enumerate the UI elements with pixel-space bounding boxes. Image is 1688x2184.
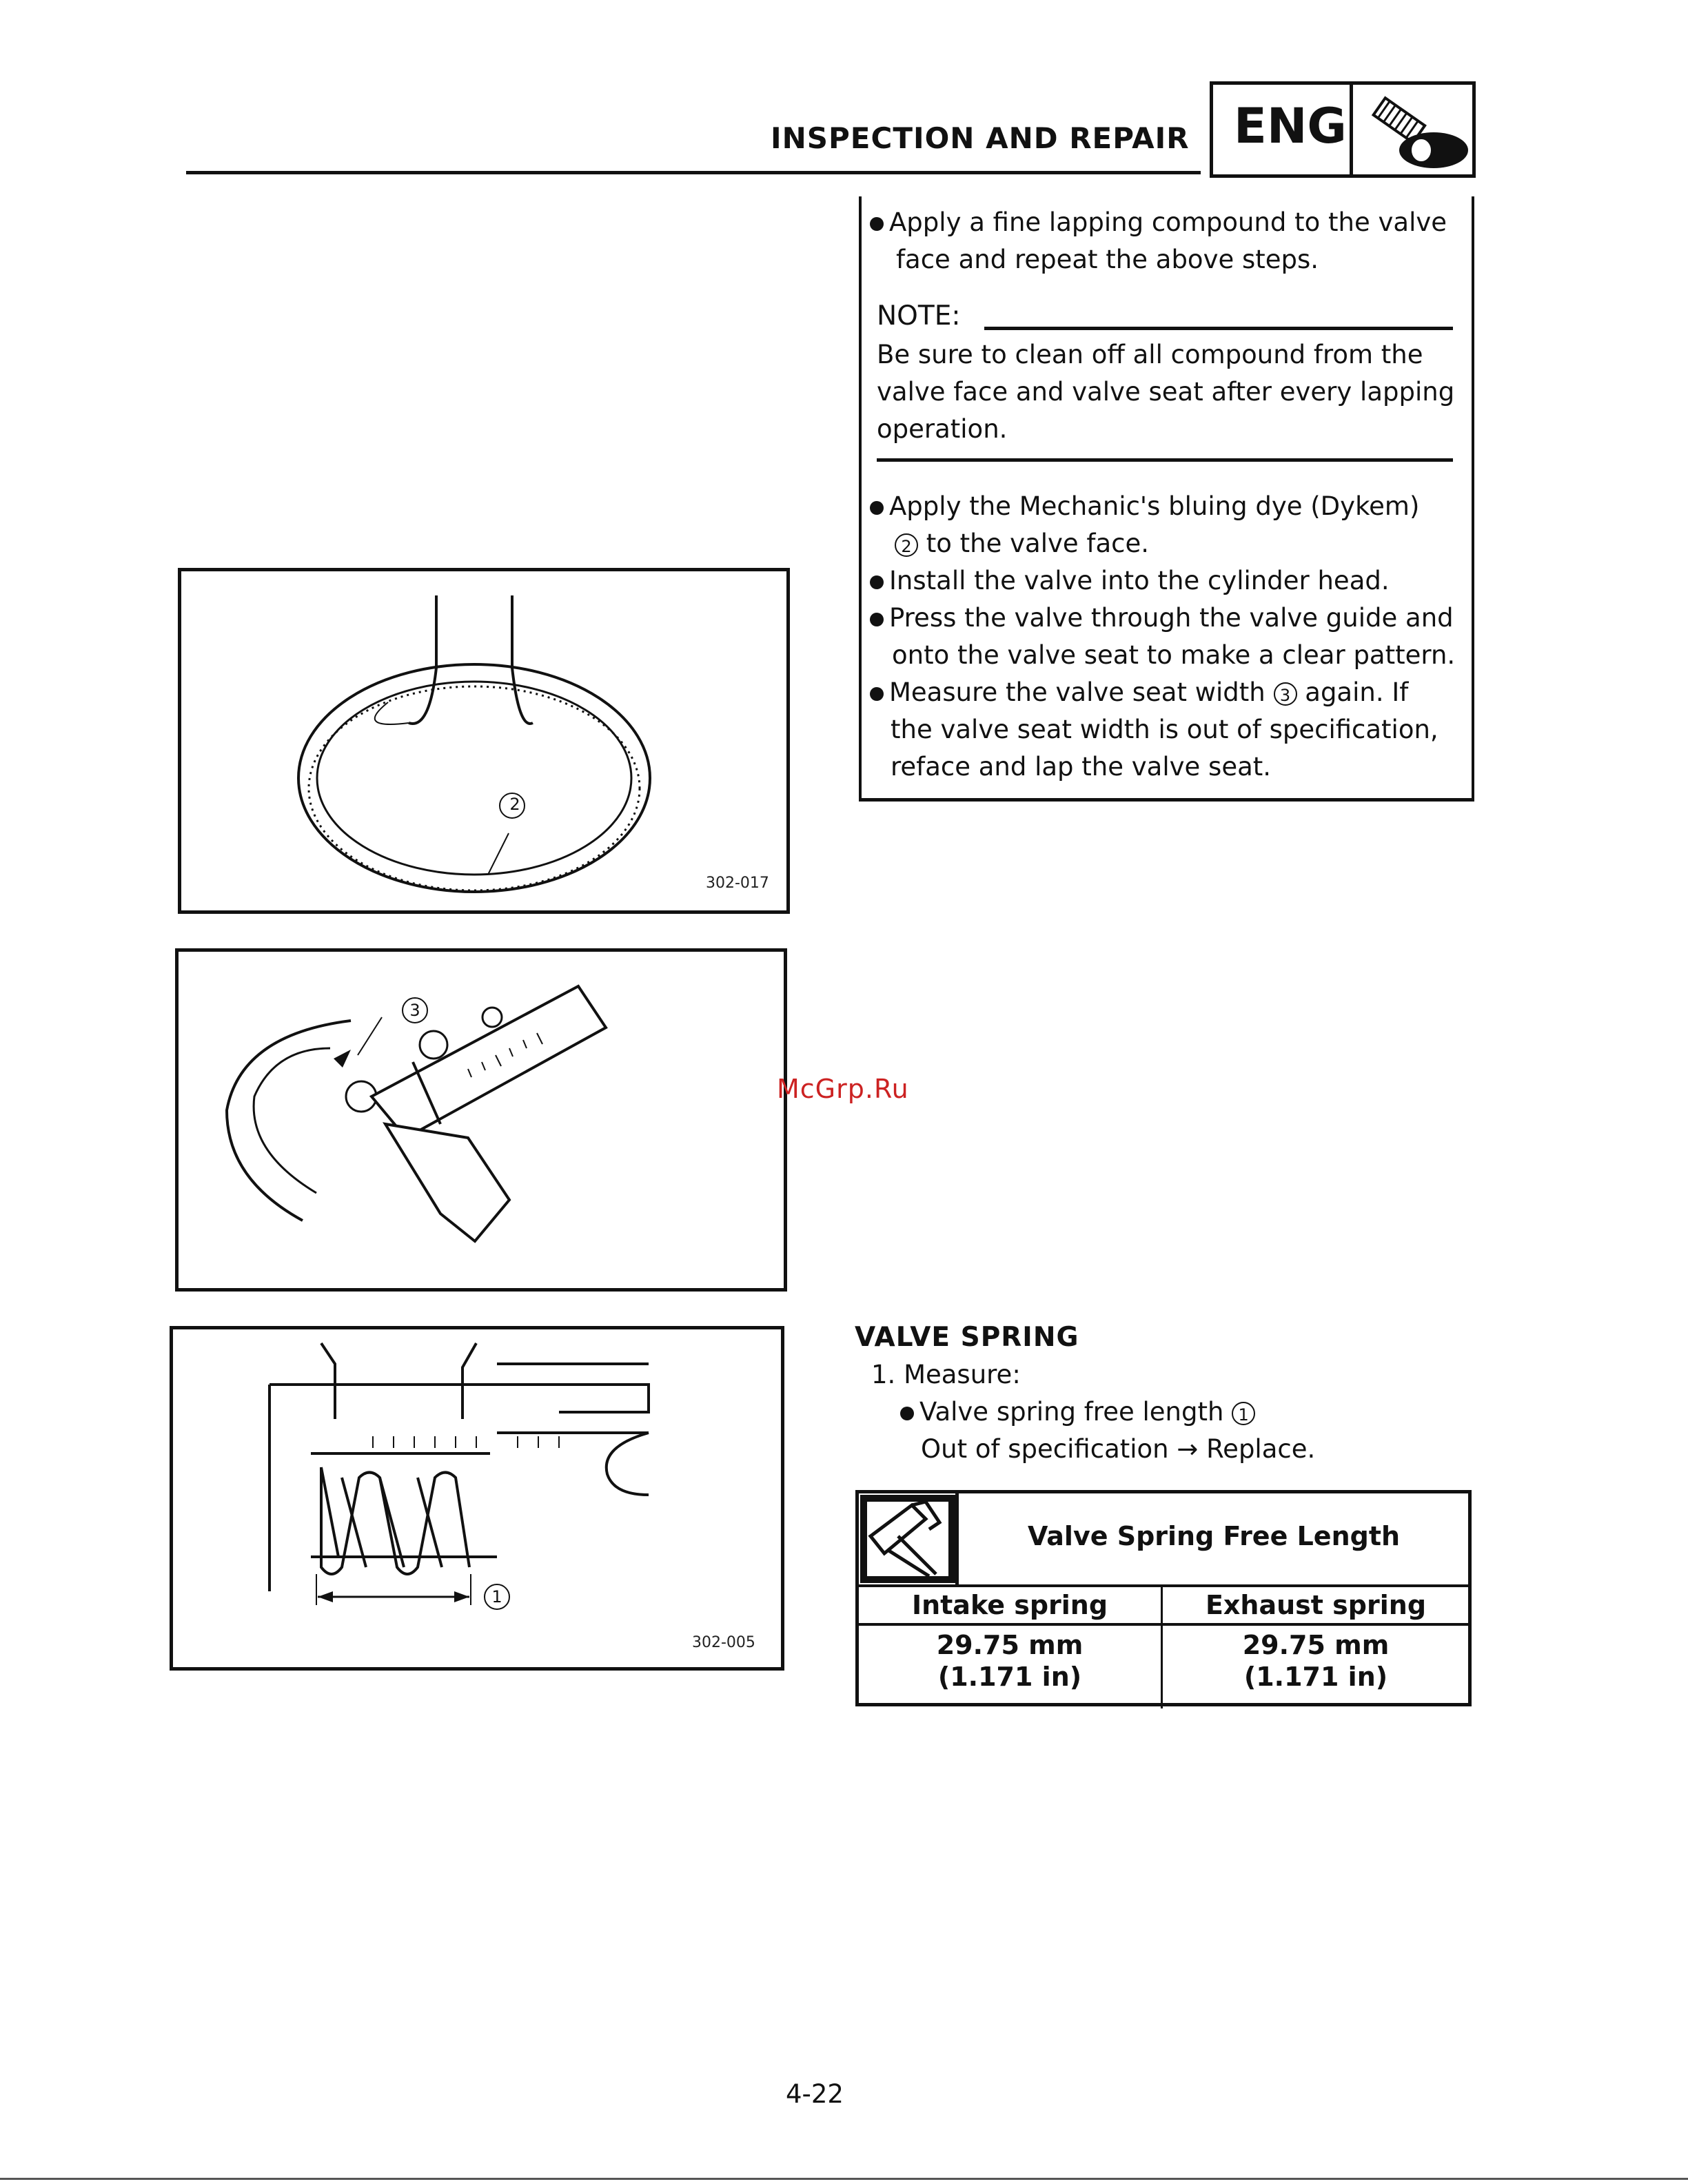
watermark: McGrp.Ru [777, 1074, 909, 1104]
step-bluing-dye-cont [895, 525, 1149, 562]
bullet-icon [900, 1407, 914, 1420]
bullet-icon [870, 687, 884, 701]
note-rule-top [984, 327, 1453, 330]
callout-marker: 3 [1274, 682, 1297, 706]
table-cell: (1.171 in) [1243, 1662, 1388, 1692]
page-title: INSPECTION AND REPAIR [771, 121, 1190, 155]
step-text: to the valve face. [926, 529, 1149, 558]
spring-length-illustration [173, 1329, 781, 1667]
step-measure-seat [870, 674, 1408, 711]
section-code: ENG [1234, 98, 1347, 154]
figure-callout-label: 1 [491, 1587, 502, 1606]
figure-number: 302-017 [706, 875, 769, 892]
step-lapping-compound [870, 204, 1447, 241]
measure-bullet [900, 1394, 1255, 1431]
section-heading: VALVE SPRING [855, 1322, 1079, 1353]
page-edge-rule [0, 2178, 1688, 2180]
note-rule-bottom [877, 458, 1453, 462]
step-text: Valve spring free length [919, 1397, 1224, 1427]
step-measure-seat-cont: reface and lap the valve seat. [891, 752, 1272, 782]
header-rule [186, 171, 1201, 174]
table-header-cell: Exhaust spring [1205, 1590, 1427, 1620]
step-install-valve [870, 562, 1390, 600]
bullet-icon [870, 613, 884, 626]
figure-number: 302-005 [692, 1634, 755, 1651]
bullet-icon [870, 501, 884, 515]
page-number: 4-22 [786, 2079, 844, 2109]
table-header-cell: Intake spring [911, 1590, 1108, 1620]
note-text-line: Be sure to clean off all compound from the [877, 340, 1423, 369]
table-title: Valve Spring Free Length [1027, 1521, 1401, 1551]
seat-width-illustration [179, 952, 784, 1288]
step-lapping-compound-cont: face and repeat the above steps. [896, 245, 1319, 274]
engine-bolt-icon [1358, 90, 1472, 172]
caliper-icon [860, 1495, 955, 1583]
step-press-valve-cont: onto the valve seat to make a clear pattern. [892, 640, 1456, 670]
measure-bullet-cont: Out of specification → Replace. [921, 1434, 1316, 1464]
table-cell: 29.75 mm [1242, 1630, 1390, 1660]
step-text: Apply a fine lapping compound to the valve [889, 207, 1447, 237]
table-cell: (1.171 in) [937, 1662, 1082, 1692]
step-text: Press the valve through the valve guide and [889, 603, 1454, 633]
figure-callout-label: 3 [409, 1001, 420, 1020]
spec-table [855, 1490, 1472, 1706]
measure-step: 1. Measure: [871, 1360, 1021, 1389]
note-label: NOTE: [877, 300, 961, 331]
step-text: Install the valve into the cylinder head. [889, 566, 1390, 595]
step-text: Apply the Mechanic's bluing dye (Dykem) [889, 491, 1420, 521]
step-text: again. If [1305, 677, 1409, 707]
step-measure-seat-cont: the valve seat width is out of specification, [891, 715, 1438, 744]
bullet-icon [870, 575, 884, 589]
note-text-line: valve face and valve seat after every lapping [877, 377, 1455, 407]
step-bluing-dye [870, 488, 1419, 525]
section-badge-divider [1350, 81, 1353, 178]
bullet-icon [870, 217, 884, 231]
table-rule [859, 1584, 1468, 1587]
callout-marker: 1 [1232, 1402, 1255, 1425]
callout-marker: 2 [895, 533, 918, 557]
table-cell: 29.75 mm [936, 1630, 1084, 1660]
step-text: Measure the valve seat width [889, 677, 1265, 707]
valve-face-illustration [181, 571, 786, 910]
figure-callout-label: 2 [509, 795, 520, 814]
note-text-line: operation. [877, 414, 1008, 444]
step-press-valve [870, 600, 1454, 637]
table-rule [859, 1623, 1468, 1626]
